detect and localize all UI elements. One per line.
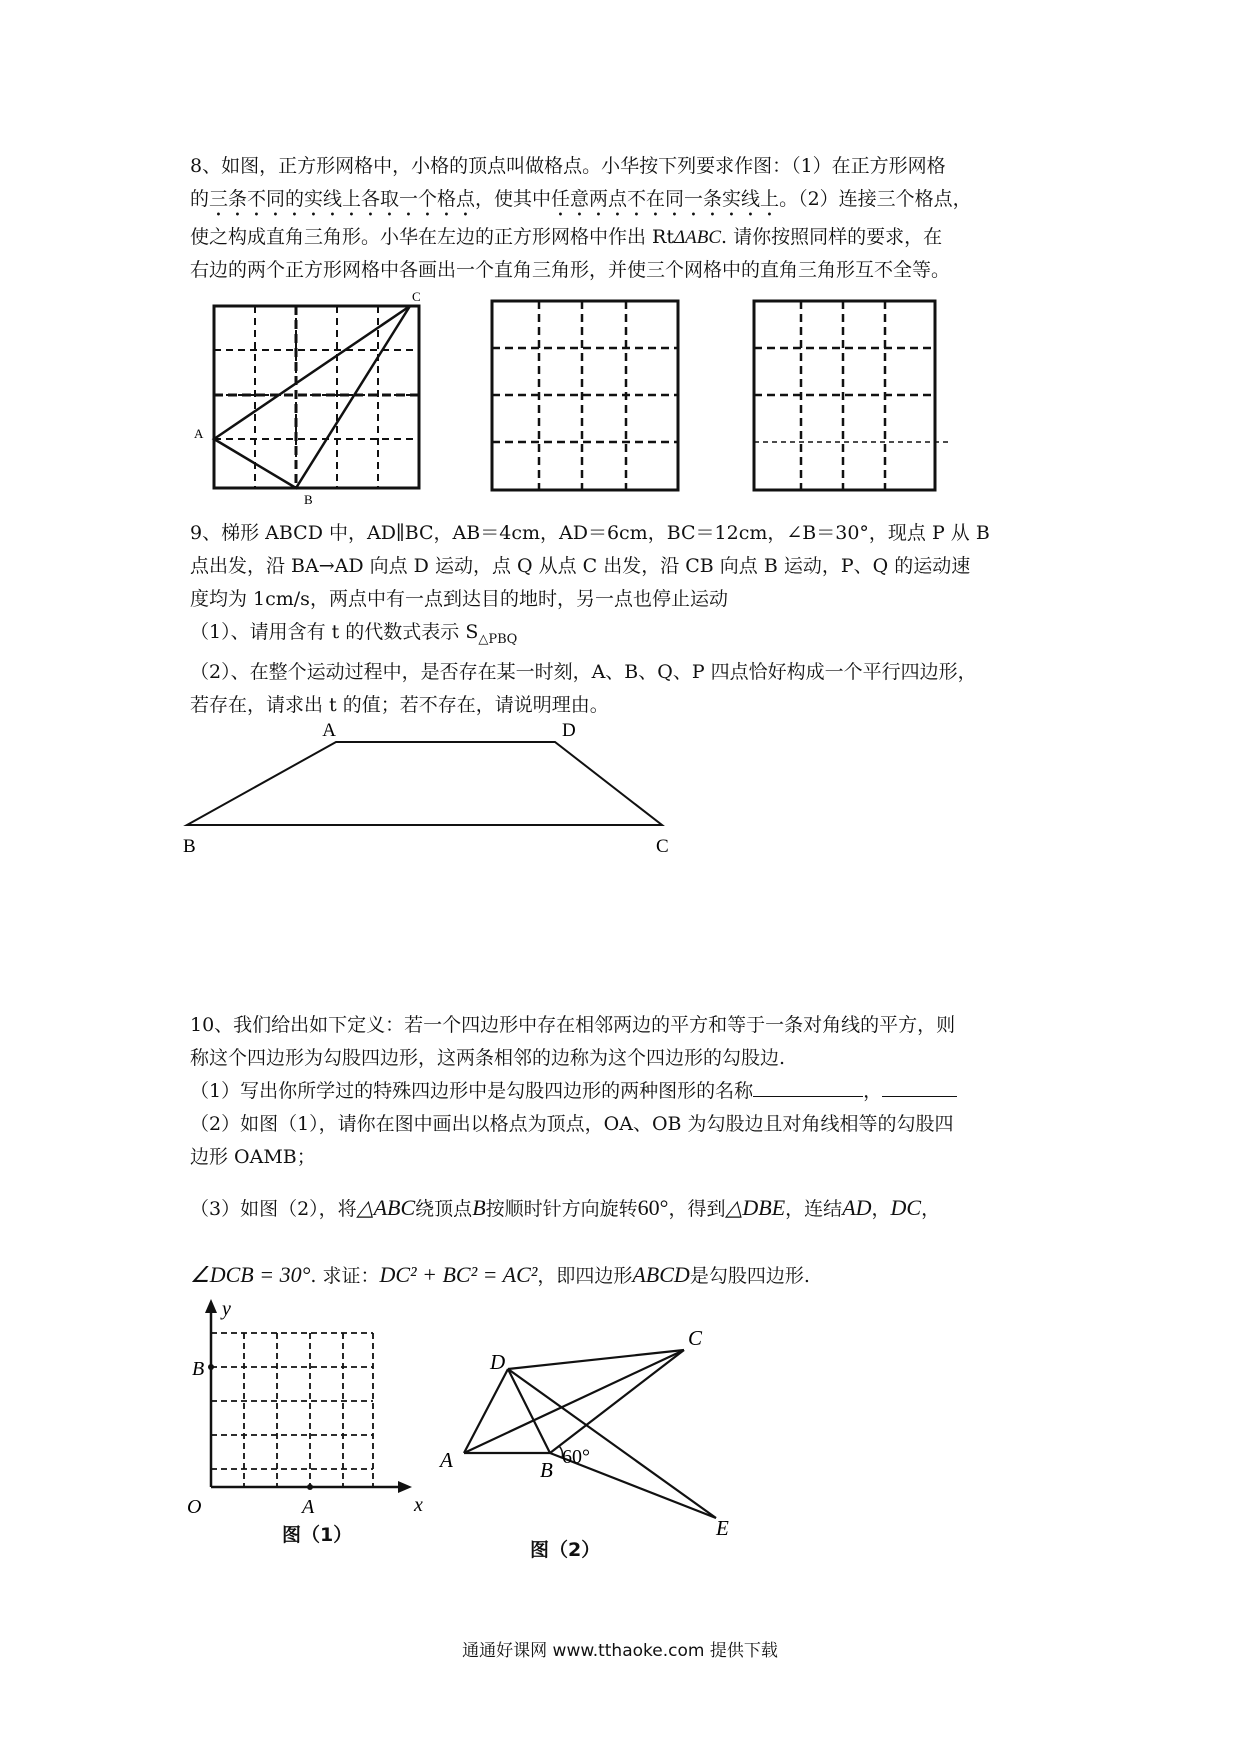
q8-label-a: A [194,426,204,441]
q9-trapezoid-abcd [187,742,662,825]
q10-segment-ad: AD [842,1195,872,1220]
q8-triangle-abc: ΔABC [673,227,722,248]
q10-quad-abcd: ABCD [632,1262,690,1287]
q10-fig1-axis-y: y [222,1298,231,1320]
q8-grid-1-with-triangle [194,289,430,520]
q8-label-c: C [412,289,421,304]
q8-label-b: B [304,492,313,507]
q10-part-3-line-2: ∠DCB = 30°. 求证：DC² + BC² = AC²，即四边形ABCD是勾股四边形. [190,1262,810,1287]
q10-rotation-angle: 60° [637,1195,669,1220]
q9-label-a: A [322,720,336,741]
q9-part-2-line-2: 若存在，请求出 t 的值；若不存在，请说明理由。 [190,693,609,716]
q9-part-2-line-1: （2）、在整个运动过程中，是否存在某一时刻，A、B、Q、P 四点恰好构成一个平行四边形， [190,660,977,683]
q10-part-1: （1）写出你所学过的特殊四边形中是勾股四边形的两种图形的名称 ， [190,1075,1060,1108]
q8-line-2: 的三条不同的实线上各取一个格点，使其中任意两点不在同一条实线上。（2）连接三个格点， [190,188,972,210]
q10-segment-dc: DC [890,1195,922,1220]
q8-grid-3 [745,290,975,520]
q10-fig2-point-c: C [688,1326,703,1350]
q9-trapezoid-figure [180,718,680,858]
q10-triangle-abc: △ABC [356,1195,416,1220]
q10-line-1: 10、我们给出如下定义：若一个四边形中存在相邻两边的平方和等于一条对角线的平方，则 [190,1014,956,1036]
q8-line-3: 使之构成直角三角形。小华在左边的正方形网格中作出 RtΔABC. 请你按照同样的要求，在 [190,226,943,248]
q10-fig1-point-b: B [192,1358,205,1380]
q10-vertex-b: B [472,1195,486,1220]
q8-grid-2 [478,290,708,520]
q10-equation: DC² + BC² = AC² [379,1262,538,1287]
page-footer: 通通好课网 www.tthaoke.com 提供下载 [462,1641,778,1661]
q10-part-3-line-1: （3）如图（2），将△ABC绕顶点B按顺时针方向旋转60°，得到△DBE，连结AD，DC， [190,1195,941,1220]
q9-line-2: 点出发，沿 BA→AD 向点 D 运动，点 Q 从点 C 出发，沿 CB 向点 B 运动，P、Q 的运动速 [190,555,971,577]
q8-line-1: 8、如图，正方形网格中，小格的顶点叫做格点。小华按下列要求作图：（1）在正方形网格 [190,155,946,177]
q10-angle-dcb: ∠DCB = 30° [190,1262,311,1287]
q10-fig2-point-a: A [440,1448,453,1472]
question-9-text [190,517,1060,722]
question-8-text [190,150,1060,287]
q10-fig2-point-e: E [716,1516,729,1540]
q10-figure-2-rotation [430,1305,750,1545]
q9-label-b: B [183,836,196,857]
q10-figure-1-coordinate-grid [187,1295,450,1535]
q10-part-2-line-1: （2）如图（1），请你在图中画出以格点为顶点，OA、OB 为勾股边且对角线相等的勾股四 [190,1113,954,1135]
q8-dotted-emphasis-2: 任意两点不在同一条实线上 [551,188,780,210]
q10-figure-2-caption: 图（2） [530,1539,601,1561]
q9-label-d: D [562,720,576,741]
q10-line-2: 称这个四边形为勾股四边形，这两条相邻的边称为这个四边形的勾股边. [190,1047,786,1069]
q10-triangle-dbe: △DBE [725,1195,786,1220]
q8-line-4: 右边的两个正方形网格中各画出一个直角三角形，并使三个网格中的直角三角形互不全等。 [190,259,951,281]
q10-figure-1-caption: 图（1） [282,1524,353,1546]
q8-triangle-abc-shape [214,306,410,488]
question-10-text [190,1009,1060,1174]
q10-fig1-axis-x: x [414,1494,423,1516]
q10-answer-blank-1[interactable] [753,1076,863,1097]
q10-fig1-point-a: A [302,1496,315,1518]
q10-fig1-origin-o: O [187,1496,202,1518]
q10-part-2-line-2: 边形 OAMB； [190,1146,316,1168]
q9-label-c: C [656,836,669,857]
q10-fig2-point-b: B [540,1458,553,1482]
q9-area-subscript: △PBQ [478,631,518,647]
q9-line-3: 度均为 1cm/s，两点中有一点到达目的地时，另一点也停止运动 [190,588,728,610]
q9-line-1: 9、梯形 ABCD 中，AD∥BC，AB＝4cm，AD＝6cm，BC＝12cm，∠B＝30°，现点 P 从 B [190,522,990,544]
q10-answer-blank-2[interactable] [882,1076,957,1097]
q10-fig2-angle-label: 60° [562,1446,590,1468]
q9-part-1: （1）、请用含有 t 的代数式表示 $S_{\triangle PBQ}$ [190,621,518,647]
q10-fig2-point-d: D [490,1350,506,1374]
q8-dotted-emphasis-1: 三条不同的实线上各取一个格点 [209,188,476,210]
